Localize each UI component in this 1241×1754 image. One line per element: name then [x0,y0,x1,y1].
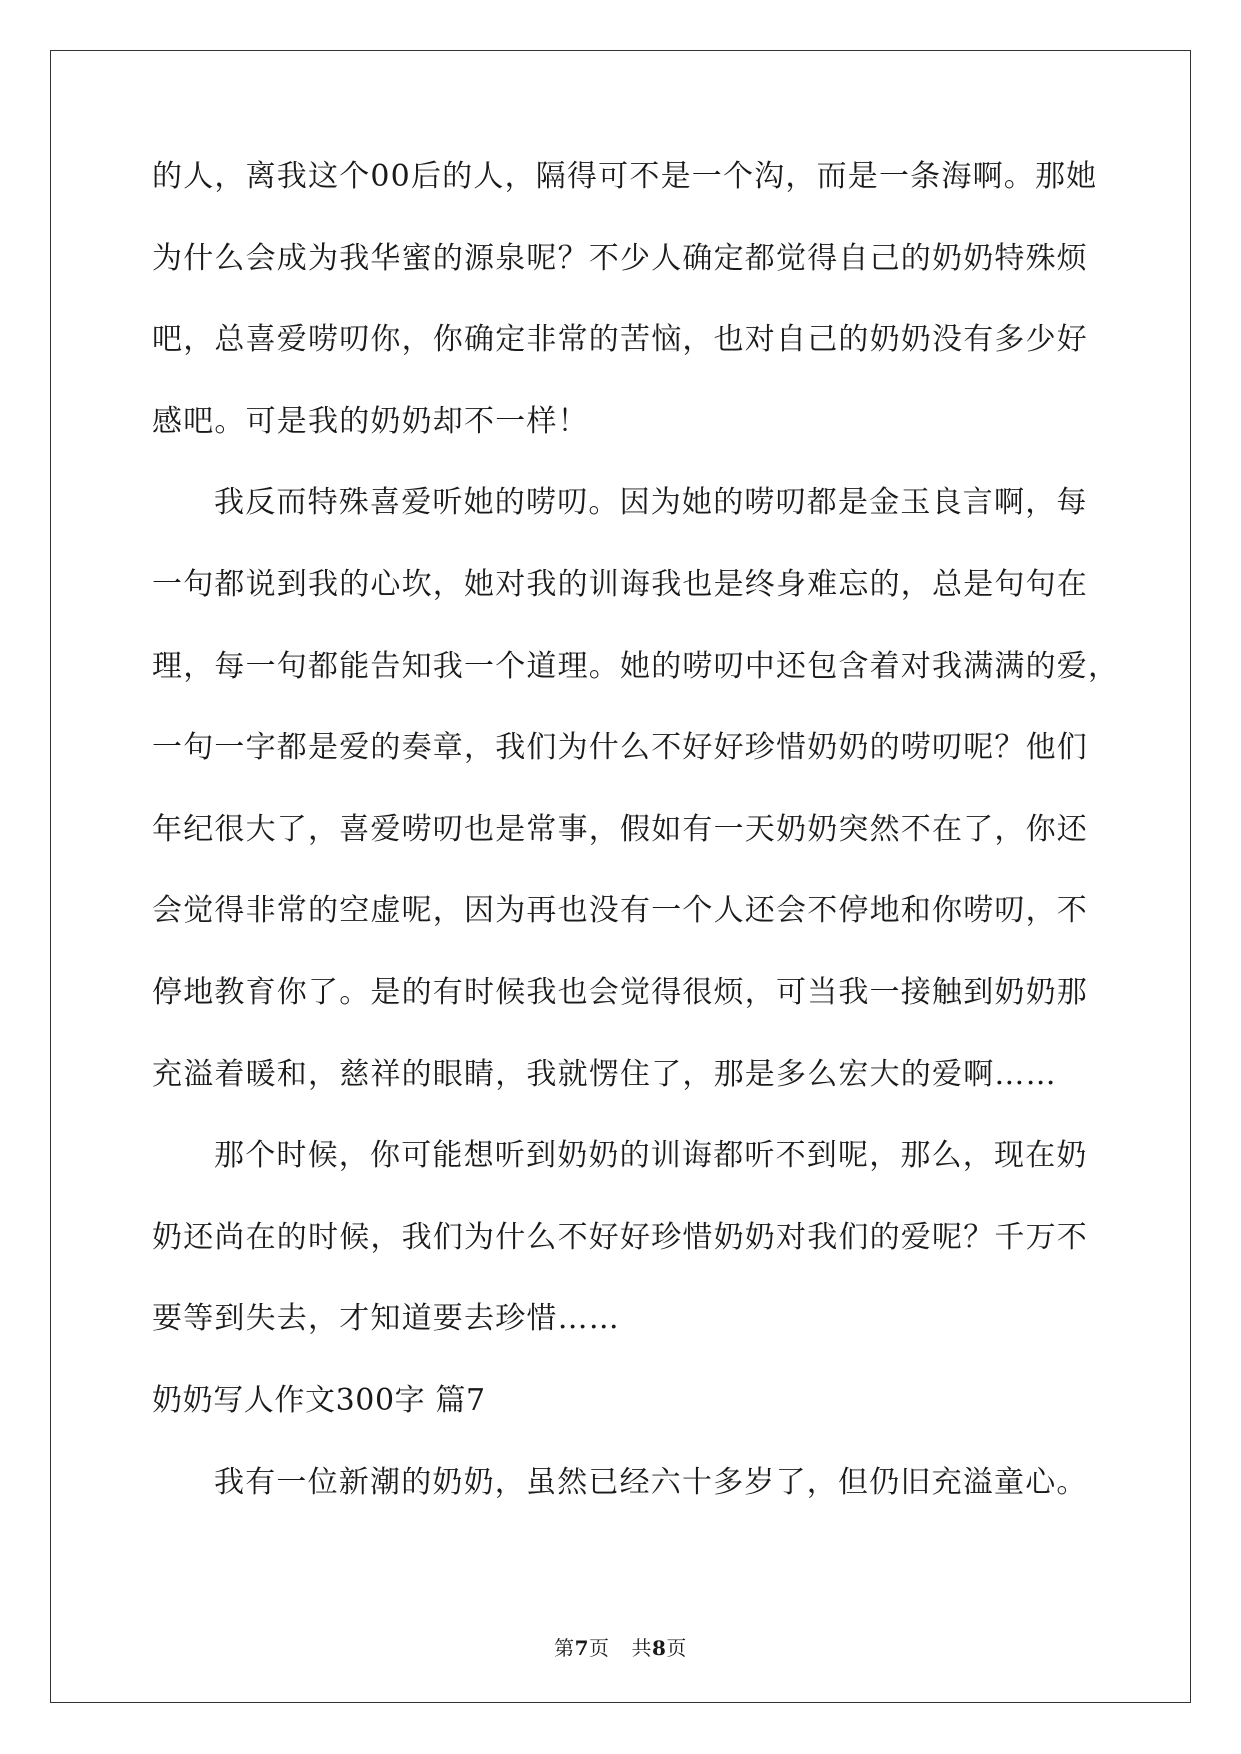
text-line: 那个时候，你可能想听到奶奶的训诲都听不到呢，那么，现在奶 [214,1138,1088,1174]
text-line: 为什么会成为我华蜜的源泉呢？不少人确定都觉得自己的奶奶特殊烦 [152,240,1088,276]
text-line: 要等到失去，才知道要去珍惜…… [152,1301,620,1337]
text-line: 年纪很大了，喜爱唠叨也是常事，假如有一天奶奶突然不在了，你还 [152,811,1088,847]
page-prefix: 第 [554,1636,575,1660]
total-suffix: 页 [666,1636,687,1660]
page-footer [0,1632,1241,1661]
total-prefix: 共 [631,1636,652,1660]
text-line: 我有一位新潮的奶奶，虽然已经六十多岁了，但仍旧充溢童心。 [214,1464,1088,1500]
section-heading: 奶奶写人作文300字 篇7 [152,1382,486,1418]
document-body [152,159,1120,1549]
text-line: 感吧。可是我的奶奶却不一样！ [152,403,589,439]
text-line: 会觉得非常的空虚呢，因为再也没有一个人还会不停地和你唠叨，不 [152,893,1088,929]
page-current: 7 [574,1636,589,1660]
page-suffix: 页 [589,1636,610,1660]
page-total: 8 [652,1636,667,1660]
text-line: 充溢着暖和，慈祥的眼睛，我就愣住了，那是多么宏大的爱啊…… [152,1056,1057,1092]
text-line: 理，每一句都能告知我一个道理。她的唠叨中还包含着对我满满的爱， [152,648,1120,684]
text-line: 一句都说到我的心坎，她对我的训诲我也是终身难忘的，总是句句在 [152,566,1088,602]
text-line: 停地教育你了。是的有时候我也会觉得很烦，可当我一接触到奶奶那 [152,974,1088,1010]
text-line: 一句一字都是爱的奏章，我们为什么不好好珍惜奶奶的唠叨呢？他们 [152,730,1088,766]
text-line: 的人，离我这个00后的人，隔得可不是一个沟，而是一条海啊。那她 [152,159,1098,194]
text-line: 我反而特殊喜爱听她的唠叨。因为她的唠叨都是金玉良言啊，每 [214,485,1088,521]
text-line: 奶还尚在的时候，我们为什么不好好珍惜奶奶对我们的爱呢？千万不 [152,1219,1088,1255]
text-line: 吧，总喜爱唠叨你，你确定非常的苦恼，也对自己的奶奶没有多少好 [152,322,1088,358]
